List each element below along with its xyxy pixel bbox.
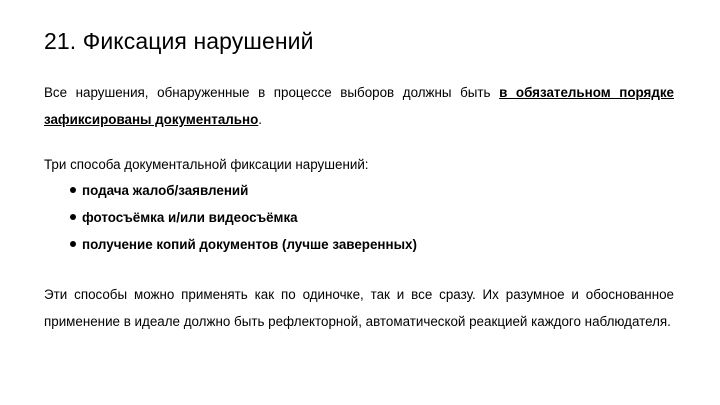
methods-heading: Три способа документальной фиксации нарушений: <box>44 157 369 172</box>
conclusion-paragraph: Эти способы можно применять как по одиночке, так и все сразу. Их разумное и обоснованное применение в идеале должно быть рефлекторной, автоматической реакцией каждого наблюдателя. <box>44 287 674 329</box>
bullet-icon <box>70 241 76 247</box>
intro-text-end: . <box>258 112 263 127</box>
intro-paragraph <box>44 79 674 133</box>
method-label: фотосъёмка и/или видеосъёмка <box>82 210 298 225</box>
method-label: подача жалоб/заявлений <box>82 183 249 198</box>
intro-emphasis: в обязательном порядке зафиксированы документально <box>44 85 674 127</box>
methods-list <box>70 177 417 258</box>
bullet-icon <box>70 214 76 220</box>
list-item <box>70 231 417 258</box>
bullet-icon <box>70 187 76 193</box>
method-label: получение копий документов (лучше заверенных) <box>82 237 417 252</box>
list-item <box>70 177 417 204</box>
intro-text: Все нарушения, обнаруженные в процессе выборов должны быть <box>44 85 500 100</box>
slide-title: 21. Фиксация нарушений <box>44 28 314 54</box>
list-item <box>70 204 417 231</box>
